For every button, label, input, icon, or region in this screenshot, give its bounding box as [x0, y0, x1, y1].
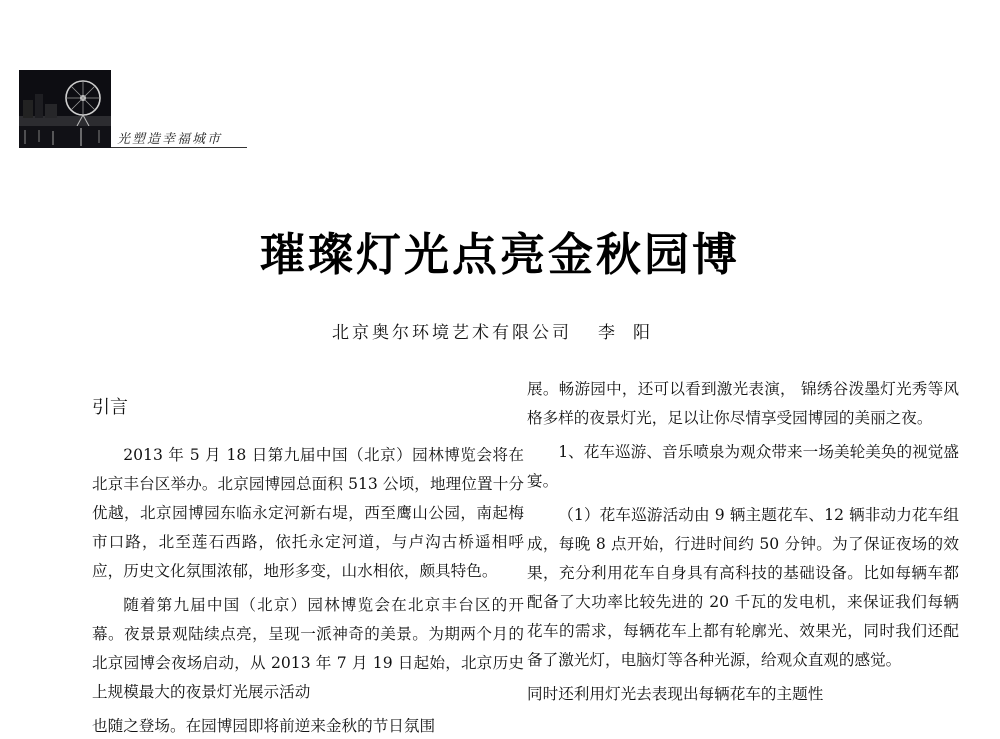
- left-paragraph-1: 2013 年 5 月 18 日第九届中国（北京）园林博览会将在北京丰台区举办。北京园博园总面积 513 公顷，地理位置十分优越，北京园博园东临永定河新右堤，西至鹰山公园，南起梅市口路，北至莲石西路，依托永定河道，与卢沟古桥遥相呼应，历史文化氛围浓郁，地形多变，山水相依，颇具特色。: [92, 446, 524, 580]
- header-rule: [111, 147, 247, 148]
- section-heading-intro: 引言: [92, 397, 128, 418]
- right-paragraph-1: 展。畅游园中，还可以看到激光表演， 锦绣谷泼墨灯光秀等风格多样的夜景灯光，足以让你尽情享受园博园的美丽之夜。: [527, 380, 959, 427]
- right-paragraph-2: 1、花车巡游、音乐喷泉为观众带来一场美轮美奂的视觉盛宴。: [527, 443, 959, 490]
- right-paragraph-3: （1）花车巡游活动由 9 辆主题花车、12 辆非动力花车组成，每晚 8 点开始，行进时间约 50 分钟。为了保证夜场的效果，充分利用花车自身具有高科技的基础设备。比如每辆车都配备了大功率比较先进的 20 千瓦的发电机，来保证我们每辆花车的需求，每辆花车上都有轮廓光、效果光，同时我们还配备了激光灯，电脑灯等各种光源，给观众直观的感觉。: [527, 506, 959, 669]
- right-column: [527, 375, 959, 707]
- left-paragraph-2: 随着第九届中国（北京）园林博览会在北京丰台区的开幕。夜景景观陆续点亮，呈现一派神奇的美景。为期两个月的北京园博会夜场启动，从 2013 年 7 月 19 日起始，北京历史上规模最大的夜景灯光展示活动: [92, 596, 524, 701]
- header-city-photo: [19, 70, 111, 148]
- left-column: [92, 380, 524, 739]
- byline-author: 李阳: [598, 323, 668, 343]
- left-cut-line: 也随之登场。在园博园即将前逆来金秋的节日氛围: [92, 717, 436, 734]
- byline-organization: 北京奥尔环境艺术有限公司: [332, 323, 572, 343]
- right-cut-line: 同时还利用灯光去表现出每辆花车的主题性: [527, 685, 824, 702]
- column-label: 光塑造幸福城市: [117, 132, 223, 147]
- article-title: 璀璨灯光点亮金秋园博: [259, 228, 740, 281]
- byline: [0, 318, 1000, 343]
- city-night-ferris-wheel-icon: [19, 70, 111, 148]
